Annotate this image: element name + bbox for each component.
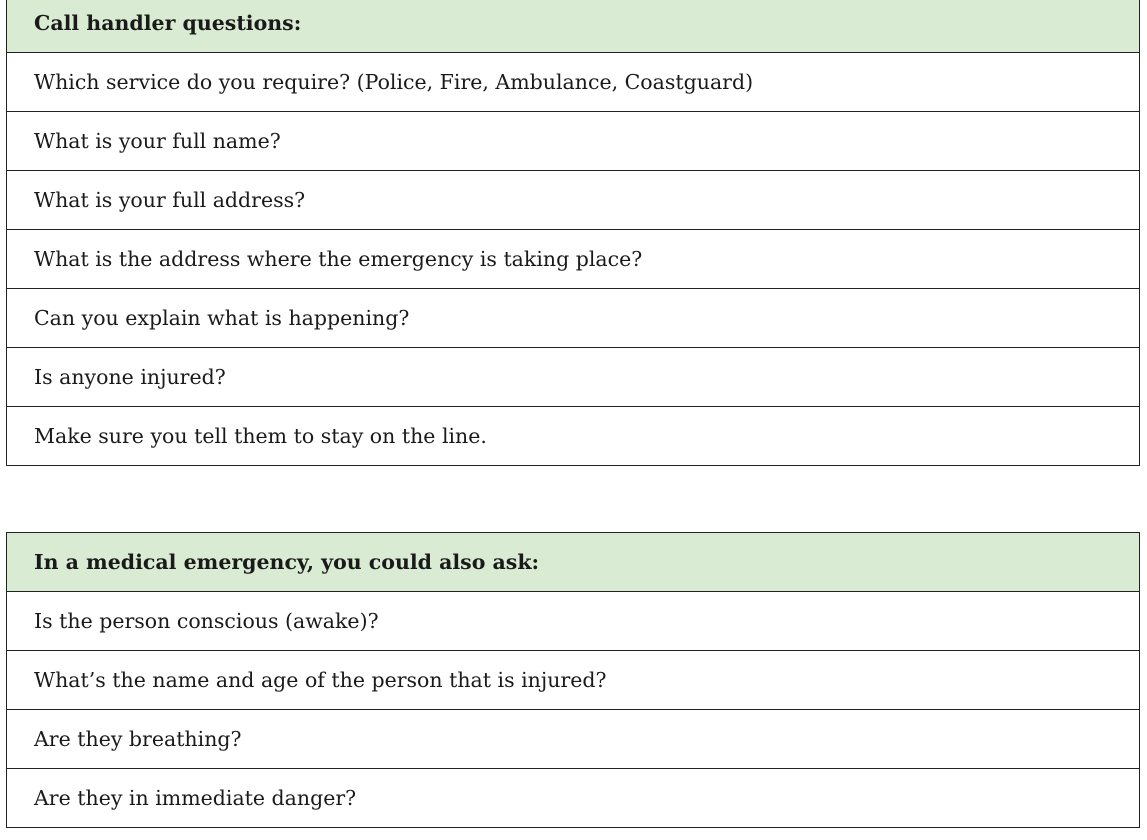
medical-emergency-questions-table [6,532,1140,828]
table-row: Is the person conscious (awake)? [7,592,1139,651]
table-header: In a medical emergency, you could also ask: [7,533,1139,592]
table-row: Is anyone injured? [7,348,1139,407]
table-row: Are they breathing? [7,710,1139,769]
table-row: What’s the name and age of the person that is injured? [7,651,1139,710]
table-header: Call handler questions: [7,0,1139,53]
table-row: What is your full address? [7,171,1139,230]
table-row: Can you explain what is happening? [7,289,1139,348]
table-row: Make sure you tell them to stay on the line. [7,407,1139,466]
table-row: What is the address where the emergency is taking place? [7,230,1139,289]
table-row: Which service do you require? (Police, Fire, Ambulance, Coastguard) [7,53,1139,112]
call-handler-questions-table [6,0,1140,466]
table-row: What is your full name? [7,112,1139,171]
table-row: Are they in immediate danger? [7,769,1139,828]
